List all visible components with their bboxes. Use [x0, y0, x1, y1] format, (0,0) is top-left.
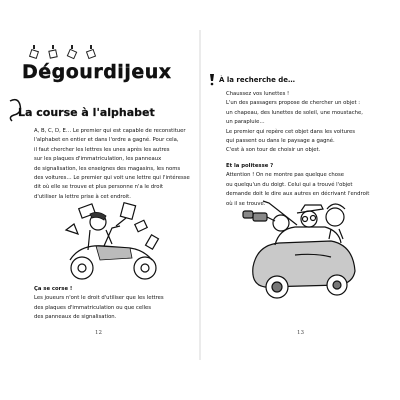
section-block — [34, 285, 194, 323]
right-paragraph — [226, 90, 394, 156]
paragraph-line: L'un des passagers propose de chercher un objet : — [226, 100, 361, 107]
page-number-left: 12 — [95, 330, 102, 336]
scooter-rider-illustration — [60, 200, 170, 285]
intro-line: de signalisation, les enseignes des magasins, les noms — [34, 165, 181, 172]
intro-line: dit où elle se trouve et plus personne n'a le droit — [34, 184, 164, 191]
section-line: ou quelqu'un du doigt. Celui qui a trouvé l'objet — [226, 181, 353, 188]
intro-line: A, B, C, D, E… Le premier qui est capable de reconstituer — [34, 128, 186, 134]
paragraph-line: un parapluie… — [226, 119, 265, 126]
section-line: Attention ! On ne montre pas quelque chose — [226, 172, 344, 179]
page-title: Dégourdijeux — [22, 61, 172, 83]
intro-text — [34, 127, 194, 202]
intro-line: d'utiliser la lettre prise à cet endroit. — [34, 193, 131, 200]
paragraph-line: qui passent ou dans le paysage a gagné. — [226, 138, 335, 145]
section-line: des panneaux de signalisation. — [34, 314, 117, 321]
paragraph-line: Le premier qui repère cet objet dans les voitures — [226, 128, 356, 135]
intro-line: sur les plaques d'immatriculation, les panneaux — [34, 156, 162, 163]
section-heading: Et la politesse ? — [226, 163, 274, 169]
intro-line: l'alphabet en entier et dans l'ordre a gagné. Pour cela, — [34, 137, 179, 144]
section-line: des plaques d'immatriculation ou que celles — [34, 304, 152, 311]
section-line: demande doit le dire aux autres en décrivant l'endroit — [226, 191, 370, 198]
paragraph-line: un chapeau, des lunettes de soleil, une moustache, — [226, 109, 363, 116]
section-heading: Ça se corse ! — [34, 286, 73, 292]
intro-line: il faut chercher les lettres les unes après les autres — [34, 146, 170, 153]
right-page-heading: À la recherche de… — [219, 76, 296, 84]
paragraph-line: Chaussez vos lunettes ! — [226, 91, 290, 97]
paragraph-line: C'est à son tour de choisir un objet. — [226, 147, 321, 154]
exclamation-icon — [206, 72, 218, 86]
page-number-right: 13 — [297, 330, 304, 336]
section-line: où il se trouve. — [226, 200, 266, 207]
left-page — [0, 0, 199, 400]
car-with-binoculars-illustration — [235, 195, 365, 305]
section-line: Les joueurs n'ont le droit d'utiliser que les lettres — [34, 295, 164, 302]
section-title: La course à l'alphabet — [18, 106, 155, 119]
intro-line: des voitures… Le premier qui voit une lettre qui l'intéresse — [34, 175, 190, 182]
